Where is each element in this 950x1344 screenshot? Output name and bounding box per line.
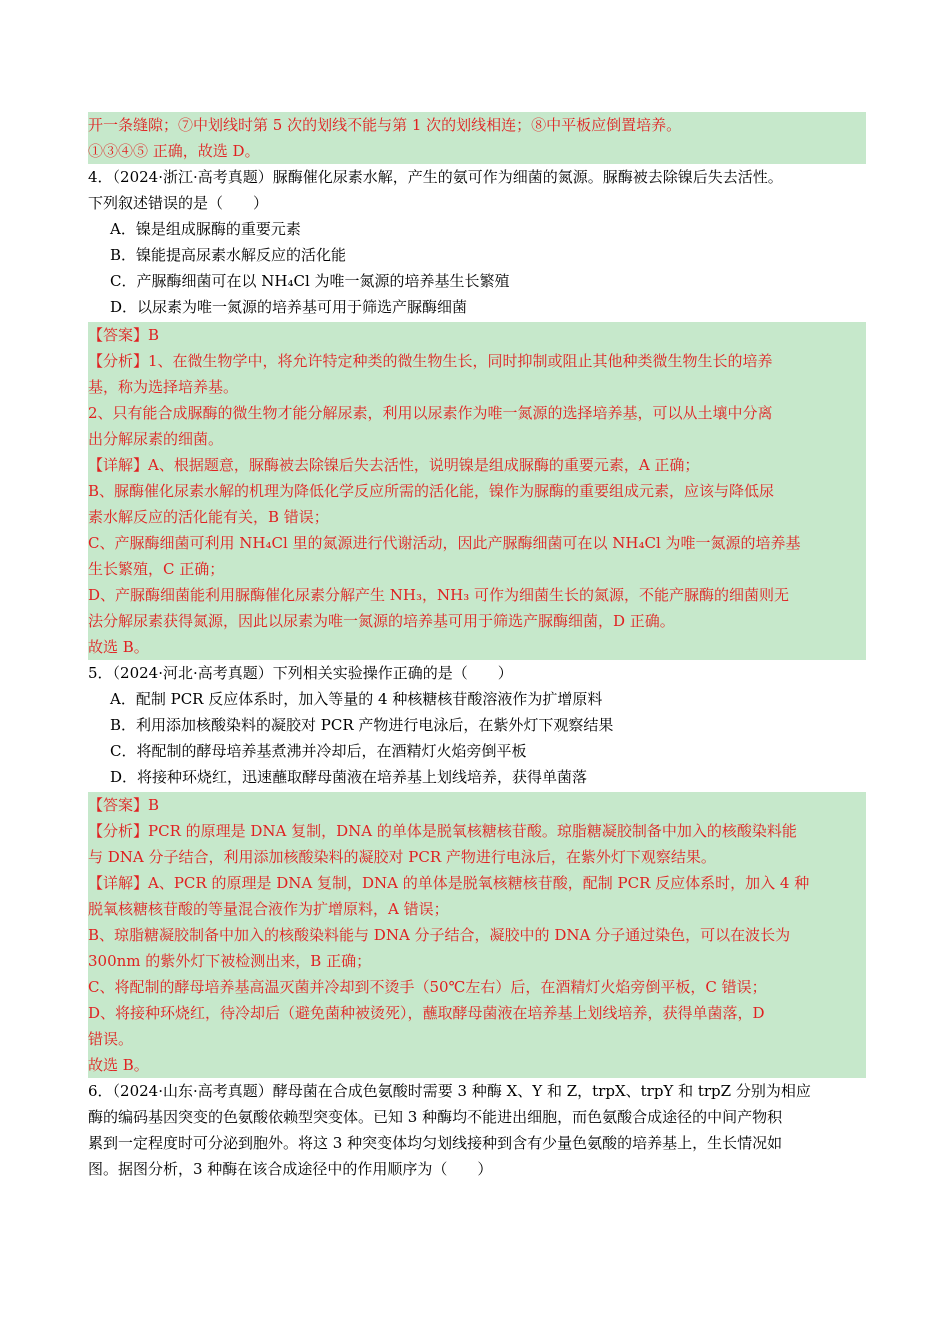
- detail-line: B、琼脂糖凝胶制备中加入的核酸染料能与 DNA 分子结合，凝胶中的 DNA 分子通过染色，可以在波长为: [88, 926, 791, 944]
- detail-line: 【详解】A、根据题意，脲酶被去除镍后失去活性，说明镍是组成脲酶的重要元素，A 正确；: [88, 456, 700, 474]
- detail-line: 错误。: [88, 1030, 134, 1048]
- conclusion-line: 故选 B。: [88, 638, 149, 656]
- conclusion-line: 故选 B。: [88, 1056, 149, 1074]
- option-c: C．产脲酶细菌可在以 NH₄Cl 为唯一氮源的培养基生长繁殖: [110, 272, 510, 290]
- solution-block-prev: [88, 112, 866, 164]
- analysis-line: 【分析】PCR 的原理是 DNA 复制，DNA 的单体是脱氧核糖核苷酸。琼脂糖凝胶制备中加入的核酸染料能: [88, 822, 797, 840]
- solution-block-q4: [88, 322, 866, 660]
- option-d: D．以尿素为唯一氮源的培养基可用于筛选产脲酶细菌: [110, 298, 468, 316]
- solution-block-q5: [88, 792, 866, 1078]
- option-b: B．镍能提高尿素水解反应的活化能: [110, 246, 347, 264]
- question-stem: 6．（2024·山东·高考真题）酵母菌在合成色氨酸时需要 3 种酶 X、Y 和 Z，trpX、trpY 和 trpZ 分别为相应: [88, 1082, 811, 1100]
- question-stem: 4．（2024·浙江·高考真题）脲酶催化尿素水解，产生的氨可作为细菌的氮源。脲酶被去除镍后失去活性。: [88, 168, 783, 186]
- detail-line: 生长繁殖，C 正确；: [88, 560, 225, 578]
- detail-line: C、将配制的酵母培养基高温灭菌并冷却到不烫手（50℃左右）后，在酒精灯火焰旁倒平板，C 错误；: [88, 978, 767, 996]
- detail-line: 脱氧核糖核苷酸的等量混合液作为扩增原料，A 错误；: [88, 900, 449, 918]
- question-4: [88, 164, 866, 320]
- question-6: [88, 1078, 866, 1182]
- solution-line: ①③④⑤ 正确，故选 D。: [88, 142, 260, 160]
- analysis-line: 基，称为选择培养基。: [88, 378, 239, 396]
- analysis-line: 2、只有能合成脲酶的微生物才能分解尿素，利用以尿素作为唯一氮源的选择培养基，可以从土壤中分离: [88, 404, 773, 422]
- detail-line: 【详解】A、PCR 的原理是 DNA 复制，DNA 的单体是脱氧核糖核苷酸，配制 PCR 反应体系时，加入 4 种: [88, 874, 810, 892]
- question-stem: 下列叙述错误的是（ ）: [88, 194, 269, 212]
- document-page: [88, 112, 866, 1182]
- detail-line: B、脲酶催化尿素水解的机理为降低化学反应所需的活化能，镍作为脲酶的重要组成元素，应该与降低尿: [88, 482, 775, 500]
- question-stem: 酶的编码基因突变的色氨酸依赖型突变体。已知 3 种酶均不能进出细胞，而色氨酸合成途径的中间产物积: [88, 1108, 783, 1126]
- answer-line: 【答案】B: [88, 796, 160, 814]
- detail-line: C、产脲酶细菌可利用 NH₄Cl 里的氮源进行代谢活动，因此产脲酶细菌可在以 NH₄Cl 为唯一氮源的培养基: [88, 534, 801, 552]
- detail-line: D、将接种环烧红，待冷却后（避免菌种被烫死），蘸取酵母菌液在培养基上划线培养，获得单菌落，D: [88, 1004, 765, 1022]
- detail-line: 素水解反应的活化能有关，B 错误；: [88, 508, 329, 526]
- option-a: A．配制 PCR 反应体系时，加入等量的 4 种核糖核苷酸溶液作为扩增原料: [110, 690, 603, 708]
- option-a: A．镍是组成脲酶的重要元素: [110, 220, 301, 238]
- question-stem: 图。据图分析，3 种酶在该合成途径中的作用顺序为（ ）: [88, 1160, 493, 1178]
- option-c: C．将配制的酵母培养基煮沸并冷却后，在酒精灯火焰旁倒平板: [110, 742, 527, 760]
- analysis-line: 与 DNA 分子结合，利用添加核酸染料的凝胶对 PCR 产物进行电泳后，在紫外灯下观察结果。: [88, 848, 716, 866]
- analysis-line: 【分析】1、在微生物学中，将允许特定种类的微生物生长，同时抑制或阻止其他种类微生物生长的培养: [88, 352, 773, 370]
- detail-line: 法分解尿素获得氮源，因此以尿素为唯一氮源的培养基可用于筛选产脲酶细菌，D 正确。: [88, 612, 675, 630]
- answer-line: 【答案】B: [88, 326, 160, 344]
- question-stem: 累到一定程度时可分泌到胞外。将这 3 种突变体均匀划线接种到含有少量色氨酸的培养基上，生长情况如: [88, 1134, 783, 1152]
- detail-line: D、产脲酶细菌能利用脲酶催化尿素分解产生 NH₃，NH₃ 可作为细菌生长的氮源，不能产脲酶的细菌则无: [88, 586, 790, 604]
- question-stem: 5．（2024·河北·高考真题）下列相关实验操作正确的是（ ）: [88, 664, 513, 682]
- solution-line: 开一条缝隙；⑦中划线时第 5 次的划线不能与第 1 次的划线相连；⑧中平板应倒置培养。: [88, 116, 682, 134]
- question-5: [88, 660, 866, 790]
- option-b: B．利用添加核酸染料的凝胶对 PCR 产物进行电泳后，在紫外灯下观察结果: [110, 716, 614, 734]
- option-d: D．将接种环烧红，迅速蘸取酵母菌液在培养基上划线培养，获得单菌落: [110, 768, 588, 786]
- analysis-line: 出分解尿素的细菌。: [88, 430, 224, 448]
- detail-line: 300nm 的紫外灯下被检测出来，B 正确；: [88, 952, 372, 970]
